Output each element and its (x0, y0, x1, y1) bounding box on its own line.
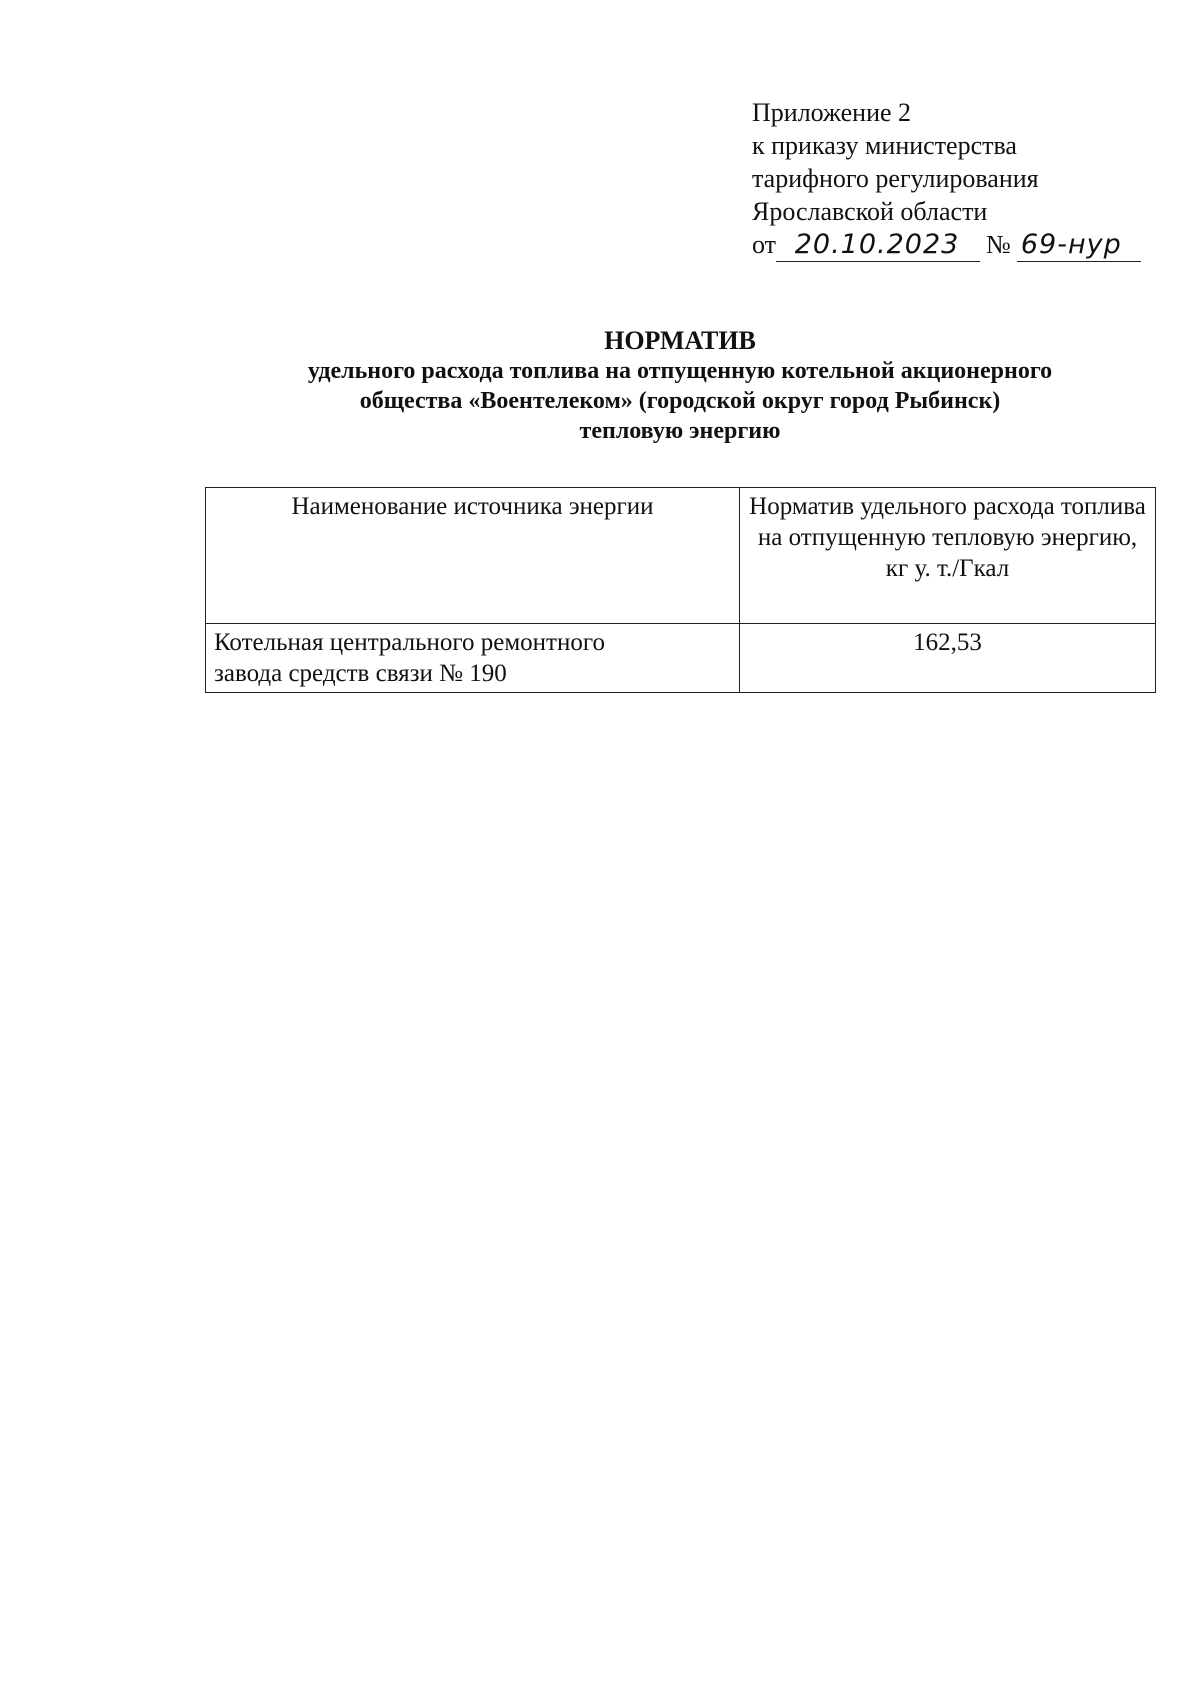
order-date-number (752, 228, 1141, 262)
row-source-name-line-2: завода средств связи № 190 (214, 660, 507, 687)
header-norm-unit: кг у. т./Гкал (885, 555, 1010, 582)
header-source-name: Наименование источника энергии (206, 488, 740, 624)
row-norm-value: 162,53 (740, 624, 1156, 693)
document-title (180, 326, 1180, 446)
table-header-row (206, 488, 1156, 624)
norm-table (205, 487, 1156, 693)
appendix-label: Приложение 2 (752, 98, 912, 127)
title-line-1: удельного расхода топлива на отпущенную котельной акционерного (307, 358, 1053, 384)
appendix-region: Ярославской области (752, 197, 988, 226)
order-number: 69-нур (1017, 228, 1141, 262)
appendix-header (752, 96, 1141, 262)
row-source-name (206, 624, 740, 693)
order-date: 20.10.2023 (776, 228, 980, 262)
title-line-3: тепловую энергию (579, 418, 781, 444)
header-norm (740, 488, 1156, 624)
title-line-2: общества «Воентелеком» (городской округ город Рыбинск) (359, 388, 1001, 414)
appendix-order-ref: к приказу министерства (752, 131, 1017, 160)
from-label: от (752, 230, 777, 259)
table-row (206, 624, 1156, 693)
title-main: НОРМАТИВ (604, 326, 756, 355)
row-source-name-line-1: Котельная центрального ремонтного (214, 629, 605, 656)
header-norm-text: Норматив удельного расхода топлива на отпущенную тепловую энергию, (749, 493, 1146, 551)
appendix-ministry: тарифного регулирования (752, 164, 1039, 193)
number-sign: № (986, 230, 1011, 259)
